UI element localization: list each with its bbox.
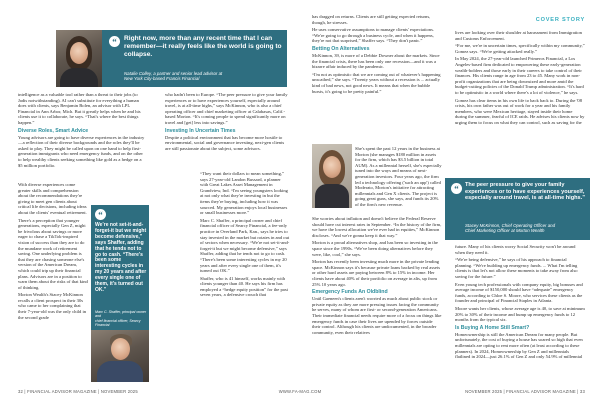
attribution-name: Natalie Colley, a partner and senior lead advisor at (124, 71, 223, 76)
footer-center: WWW.FA-MAG.COM (278, 389, 322, 394)
mid-paragraph-3: “They want their dollars to mean something,” says 27-year-old Landon Bussard, a planner with Great Lakes Asset Management in Grandview, Ind. “I'm seeing youngsters looking at not only what they're investing in but the items they're buying, including how it was sourced. My generation enjoys local businesses or small businesses more.” (200, 171, 288, 216)
col4-paragraph-6: “We're being defensive,” he says of his approach to financial planning. “We're building up emergency funds. ... What I'm telling clients is that let's not allow these moments to take away from also saving for the future.” (455, 257, 578, 279)
mid-paragraph-1: who hadn't been to Europe. “The peer pressure to give your family experiences or to have experiences yourself, especially around travel, is at all-time highs,” says McKinnon, who is also a chief operating officer and chief marketing officer at Calabasas, Calif.-based Morton. “It's coming people to spend significantly more on travel and [get] less into savings.” (165, 92, 288, 125)
attribution-name: Stacey McKinnon, Chief Operating Officer and (465, 223, 556, 228)
pull-quote-right-attribution (465, 223, 585, 234)
footer-left: 32 | FINANCIAL ADVISOR MAGAZINE | NOVEMBER 2025 (18, 389, 138, 394)
col4-paragraph-8: Moore wants her clients, whose average age is 40, to save at minimum 20% to 30% of their income and bump up emergency funds to 12 months from the typical six. (455, 305, 585, 323)
section-heading-investing: Investing In Uncertain Times (165, 127, 236, 134)
col3-paragraph-7: Morton is a proud alternatives shop, and has been so investing in the space since the 1990s. “We've been doing alternatives before they were, like, cool,” she says. (312, 240, 438, 257)
face-shape (323, 156, 341, 178)
section-heading-alternatives: Betting On Alternatives (312, 45, 370, 52)
attribution-name: Marc C. Shaffer, principal owner and (95, 310, 147, 319)
left-paragraph-4: Morton Wealth's Stacey McKinnon recalls a client prospect in their 30s who came to her complaining that their 7-year-old was the only child in the second grade (18, 292, 87, 320)
mid-paragraph-5: Shaffer, who is 41 himself, works mainly with clients younger than 40. He says his firm has employed a “hedge equity position” for the past seven years, a defensive crouch that (200, 275, 288, 298)
attribution-org: Chief Marketing Officer at Morton Wealth (465, 228, 545, 234)
pull-quote-left (91, 205, 149, 330)
quote-icon: “ (451, 183, 462, 194)
pull-quote-right-text: The peer pressure to give your family experiences or to have experiences yourself, especially around travel, is at all-time highs.” (465, 182, 585, 202)
shoulders-shape (97, 361, 143, 382)
pull-quote-right (445, 178, 590, 240)
pull-quote-top-attribution (124, 71, 282, 82)
col4-paragraph-5: future. Many of his clients worry Social Security won't be around when they need it. (455, 244, 576, 255)
col3-paragraph-6: She worries about inflation and doesn't believe the Federal Reserve should have cut interest rates in September. “In the history of the firm, we have the lowest allocation we've ever had in equities,” McKinnon discloses. “And we're gonna keep it that way.” (312, 216, 442, 238)
mid-paragraph-2: Despite a political environment that has become more hostile to environmental, social and governance investing, next-gen clients are still passionate about the subject, some advisors. (165, 134, 285, 151)
left-paragraph-1: Young advisors are going to have diverse experiences in the industry—a reflection of their diverse backgrounds and the roles they'll be asked to play. They might be called upon on one hand to help first-generation immigrants who need emergency funds, and on the other to help wealthy clients seeking something like gold as a hedge on a $5 million portfolio. (18, 134, 145, 168)
pull-quote-top (102, 30, 287, 87)
column-four (455, 30, 585, 128)
left-intro-paragraph: intelligence as a valuable tool rather than a threat to their jobs (to Jadis notwithstanding). AI can't substitute for everything a human does with clients, says Benjamin Bolen, an advisor with LPL Financial in Ann Arbor, Mich. But it greatly helps when he and his clients use it to collaborate, he says. “That's where the best things happen.” (18, 92, 141, 125)
pull-quote-top-text: Right now, more than any recent time that I can remember—it really feels like the world is going to collapse. (124, 35, 282, 58)
left-column-narrow (18, 182, 88, 322)
left-column (18, 92, 146, 170)
attribution-org: chief financial officer, Searcy Financial (95, 318, 141, 328)
col4-paragraph-4: Gomez has clear items in his own life to back back to. During the '08 crisis, his own father was out of work for a year and his family members, who were Mexican heritage, stayed inside their home during the summer, fearful of ICE raids. He advises his clients now by urging them to focus on what they can control, such as saving for the (455, 97, 585, 125)
col4-paragraph-7: Even young tech professionals with company equity, big bonuses and average income of $150,000 should have “adequate” emergency funds, according to Chloe S. Moore, who services these clients as the founder and principal of Financial Staples in Atlanta. (455, 281, 583, 304)
col3-paragraph-8: Morton has recently been investing much more in the private lending space. McKinnon says it's because private loans backed by real assets or other hard assets are paying between 8% to 15% in income. Her clients have about 40% of their portfolio on average in alts, up from 25% 10 years ago. (312, 259, 441, 287)
quote-icon: “ (109, 36, 120, 47)
col3-paragraph-9: Until Gaeneen's clients aren't worried as much about public stock or private equity as they are more pressing issues facing the community he serves, many of whom are first- or second-generation Americans. Their immediate financial needs require more of a focus on things like emergency funds in case their lives are upended by forces outside their control. Although his clients are undocumented, in the broader community, even their relatives (312, 296, 442, 335)
face-shape (111, 338, 130, 360)
left-paragraph-2: With diverse experiences come greater skills and comprehension about the recommendations they're giving to meet gen clients about critical life decisions, including ideas about the clients' eventual retirement. (18, 182, 87, 215)
col3-paragraph-4: “I'm not as optimistic that we are coming out of whatever's happening unscathed,” she says. “Twenty years without a recession is ... actually kind of bad news, not good news. It means that when the bubble bursts, it's going to be pretty painful.” (312, 71, 441, 94)
col3-paragraph-3: McKinnon, 39, is more of a Debbie Downer about the markets. Since the financial crisis, there has been only one recession—and it was a bizarre affair induced by the pandemic. (312, 52, 440, 70)
shoulders-shape (315, 184, 349, 208)
footer-right: NOVEMBER 2025 | FINANCIAL ADVISOR MAGAZINE | 33 (465, 389, 585, 394)
col4-paragraph-3: In May 2024, the 27-year-old launched Primeros Financial, a Los Angeles-based firm dedicated to empowering these early-generation wealth-holders and those early in their careers to take control of their finances. His clients range in age from 23 to 45. Many work in non-profit organizations that are being downsized and more amid the budget-cutting policies of the Donald Trump administration. “It's hard to be optimistic in a world where there's a lot of violence,” he says. (455, 56, 584, 95)
section-heading-emergency-funds: Emergency Funds An Oldblind (312, 289, 388, 296)
col4-paragraph-9: Homeownership is still the American Dream for many people. But unfortunately, the cost of buying a house has soared so high that even millennials are opting to rent more often (at least according to these planners). In 2024, Homeownership by Gen Z and millennials flatlined in 2024—just 26.1% of Gen Z and only 54.9% of millennial (455, 331, 583, 360)
section-heading-buying-home: Is Buying A Home Still Smart? (455, 324, 530, 331)
photo-natalie-colley (56, 30, 102, 87)
pull-quote-left-text: We’re not set-it-and-forget-it but we might become defensive,” says Shaffer, adding that he tends not to go to cash. “There’s been some interesting cycles in my 20 years and after every single one of them, it’s turned out OK.” (95, 222, 147, 293)
face-shape (70, 42, 88, 64)
photo-stacey-mckinnon (312, 144, 352, 208)
column-four-lower (455, 244, 585, 362)
column-three-narrow (355, 146, 442, 210)
left-paragraph-3: There's a perception that younger generations, especially Gen Z, might be frivolous about savings or more eager to chase a TikTok-inspired vision of success than they are to do the mundane work of retirement saving. One underlying problem is that they are chasing someone else's version of the American Dream, which could trip up their financial plans. Advisors are in a position to warn them about the risks of that kind of thinking. (18, 217, 88, 290)
col4-paragraph-1: lives are looking over their shoulder at harassment from Immigration and Customs Enforcement. (455, 30, 582, 41)
attribution-org: New York City-based Francis Financial (124, 76, 200, 82)
middle-column-narrow (200, 171, 290, 300)
shoulders-shape (60, 68, 98, 87)
col3-paragraph-5: She's spent the past 12 years in the business at Morton (she manages $180 million in assets for the firm, which has $3.5 billion in total AUM). As a millennial herself, she's especially tuned into the ways and means of next-generation investors. Four years ago, the firm led a technology offering ('such an app') called Moderato, Morton's initiative for attracting millennials and Gen X clients. The project is going great guns, she says, and funds its 20% of the firm's new revenue. (355, 146, 442, 207)
photo-marc-shaffer (91, 330, 149, 382)
section-heading-diverse-roles: Diverse Roles, Smart Advice (18, 127, 89, 134)
mid-paragraph-4: Marc C. Shaffer, a principal owner and chief financial officer of Searcy Financial, a fee-only practice in Overland Park, Kan., says he tries to stay invested in the market but rotates in and out of sectors when necessary. “We're not set-it-and-forget-it but we might become defensive,” says Shaffer, adding that he tends not to go to cash. “There's been some interesting cycles in my 20 years and after every single one of them, it's turned out OK.” (200, 217, 290, 274)
col3-paragraph-2: He uses conservative assumptions to manage clients' expectations. “We're going to go through a business cycle, and when it happens, they're not that surprised,” Shaffer says. “They don't panic.” (312, 27, 435, 44)
section-label: COVER STORY (535, 17, 585, 23)
middle-column (165, 92, 290, 153)
pull-quote-left-attribution (95, 310, 147, 328)
column-three (312, 14, 442, 96)
column-three-lower (312, 216, 442, 337)
quote-icon: “ (95, 209, 106, 220)
col4-paragraph-2: “For me, we're in uncertain times, specifically within my community,” Gomez says. “We're getting attacked really.” (455, 43, 585, 54)
col3-paragraph-1: has dragged on returns. Clients are still getting expected returns, though, he stresses. (312, 14, 431, 25)
